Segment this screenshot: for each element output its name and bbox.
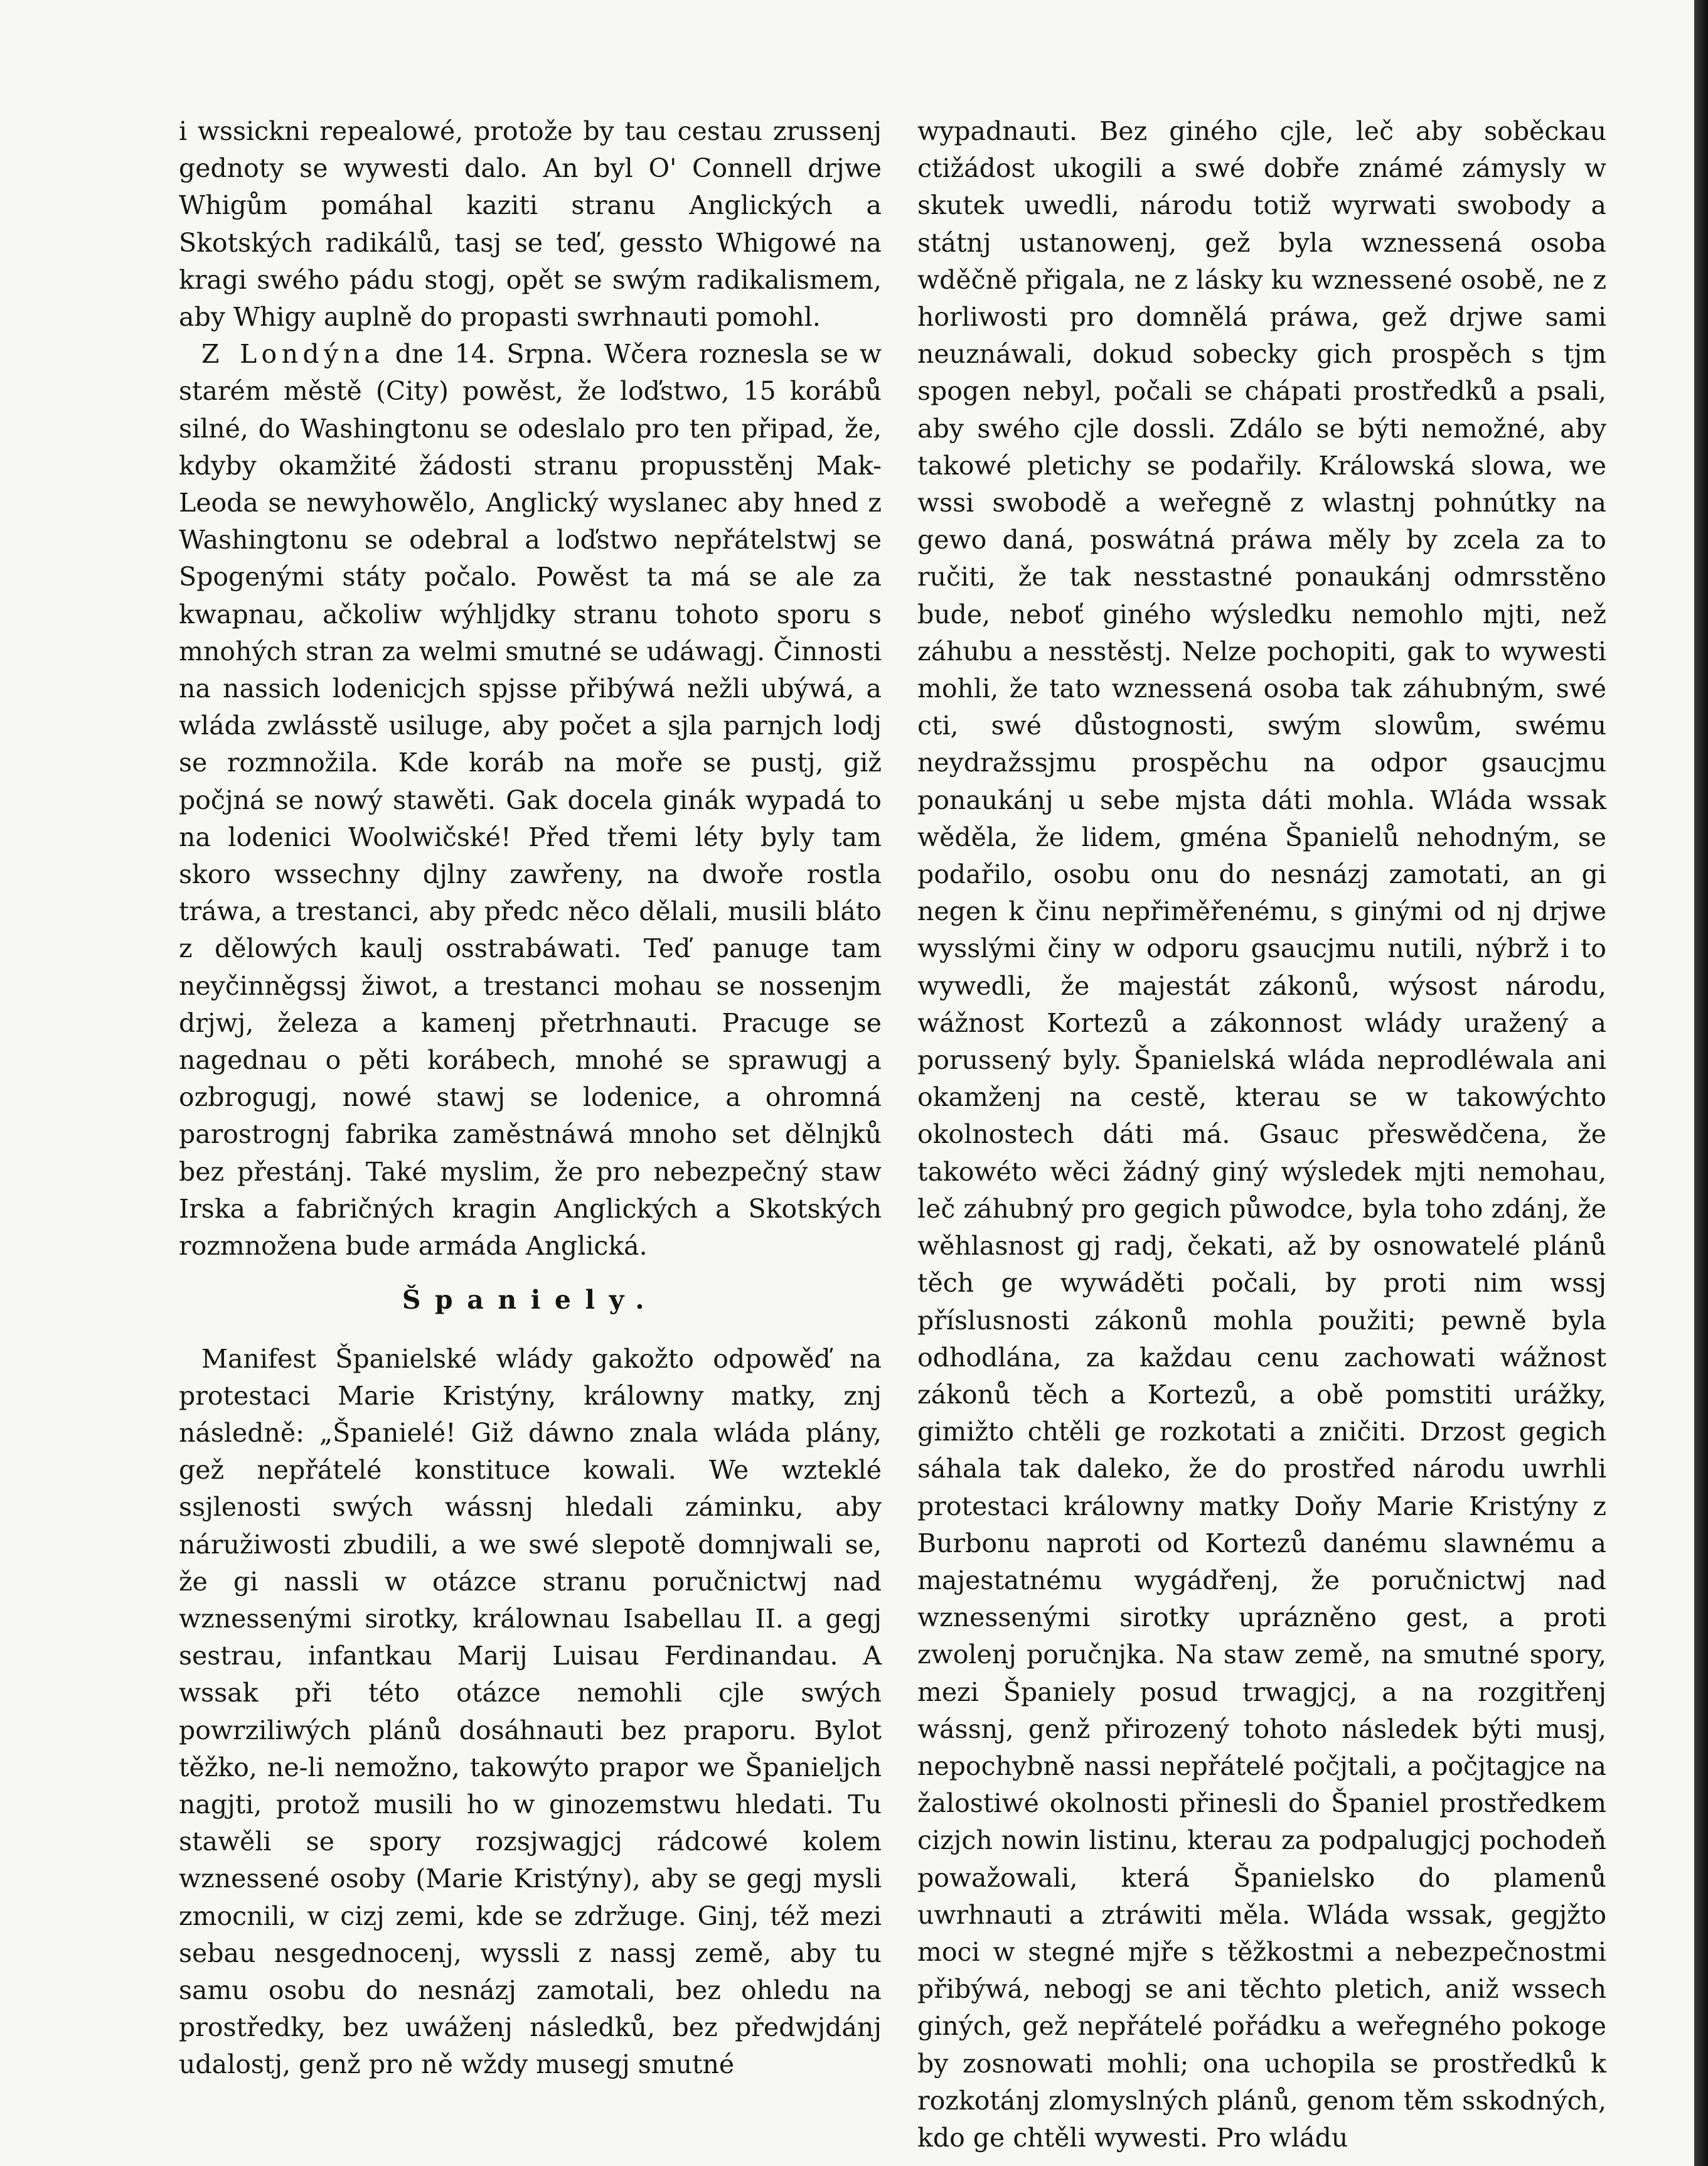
- left-paragraph-3: Manifest Španielské wlády gakožto odpowěď na protestaci Marie Kristýny, králowny matky, znj následně: „Španielé! Giž dáwno znala wláda plány, gež nepřátelé konstituce kowali. We wzteklé ssjlenosti swých wássnj hledali záminku, aby náružiwosti zbudili, a we swé slepotě domnjwali se, že gi nassli w otázce stranu poručnictwj nad wznessenými sirotky, králownau Isabellau II. a gegj sestrau, infantkau Marij Luisau Ferdinandau. A wssak při této otázce nemohli cjle swých powrziliwých plánů dosáhnauti bez praporu. Bylot těžko, ne-li nemožno, takowýto prapor we Španieljch nagjti, protož musili ho w ginozemstwu hledati. Tu stawěli se spory rozsjwagjcj rádcowé kolem wznessené osoby (Marie Kristýny), aby se gegj mysli zmocnili, w cizj zemi, kde se zdržuge. Ginj, též mezi sebau nesgednocenj, wyssli z nassj země, aby tu samu osobu do nesnázj zamotali, bez ohledu na prostředky, bez uwáženj následků, bez předwjdánj udalostj, genž pro ně wždy musegj smutné: [179, 1343, 882, 2080]
- left-column: [179, 113, 882, 2084]
- section-heading: Španiely.: [402, 1285, 659, 1316]
- dateline-body: dne 14. Srpna. Wčera roznesla se w starém městě (City) powěst, že loďstwo, 15 korábů silné, do Washingtonu se odeslalo pro ten připad, že, kdyby okamžité žádosti stranu propusstěnj Mak-Leoda se newyhowělo, Anglický wyslanec aby hned z Washingtonu se odebral a loďstwo nepřátelstwj se Spogenými státy počalo. Powěst ta má se ale za kwapnau, ačkoliw wýhljdky stranu tohoto sporu s mnohých stran za welmi smutné se udáwagj. Činnosti na nassich lodenicjch spjsse přibýwá nežli ubýwá, a wláda zwlásstě usiluge, aby počet a sjla parnjch lodj se rozmnožila. Kde koráb na moře se pustj, giž počjná se nowý stawěti. Gak docela ginák wypadá to na lodenici Woolwičské! Před třemi léty byly tam skoro wssechny djlny zawřeny, na dwoře rostla tráwa, a trestanci, aby předc něco dělali, musili bláto z dělowých kaulj osstrabáwati. Teď panuge tam neyčinněgssj žiwot, a trestanci mohau se nossenjm drjwj, železa a kamenj přetrhnauti. Pracuge se nagednau o pěti korábech, mnohé se sprawugj a ozbrogugj, nowé stawj se lodenice, a ohromná parostrognj fabrika zaměstnáwá mnoho set dělnjků bez přestánj. Také myslim, že pro nebezpečný staw Irska a fabričných kragin Anglických a Skotských rozmnožena bude armáda Anglická.: [179, 339, 882, 1262]
- left-paragraph-2: [179, 336, 882, 1265]
- right-paragraph-1: wypadnauti. Bez giného cjle, leč aby soběckau ctižádost ukogili a swé dobře známé zámysly w skutek uwedli, národu totiž wyrwati swobody a státnj ustanowenj, gež byla wznessená osoba wděčně přigala, ne z lásky ku wznessené osobě, ne z horliwosti pro domnělá práwa, gež drjwe sami neuznáwali, dokud sobecky gich prospěch s tjm spogen nebyl, počali se chápati prostředků a psali, aby swého cjle dossli. Zdálo se býti nemožné, aby takowé pletichy se podařily. Králowská slowa, we wssi swobodě a weřegně z wlastnj pohnútky na gewo daná, poswátná práwa měly by zcela za to ručiti, že tak nesstastné ponaukánj odmrsstěno bude, neboť giného wýsledku nemohlo mjti, než záhubu a nesstěstj. Nelze pochopiti, gak to wywesti mohli, že tato wznessená osoba tak záhubným, swé cti, swé důstognosti, swým slowům, swému neydražssjmu prospěchu na odpor gsaucjmu ponaukánj u sebe mjsta dáti mohla. Wláda wssak wěděla, že lidem, gména Španielů nehodným, se podařilo, osobu onu do nesnázj zamotati, an gi negen k činu nepřiměřenému, s ginými od nj drjwe wysslými činy w odporu gsaucjmu nutili, nýbrž i to wywedli, že majestát zákonů, wýsost národu, wážnost Kortezů a zákonnost wlády uražený a porussený byly. Španielská wláda neprodléwala ani okamženj na cestě, kterau se w takowýchto okolnostech dáti má. Gsauc přeswědčena, že takowéto wěci žádný giný wýsledek mjti nemohau, leč záhubný pro gegich půwodce, byla toho zdánj, že wěhlasnost gj radj, čekati, až by osnowatelé plánů těch ge wywáděti počali, by proti nim wssj příslusnosti zákonů mohla použiti; pewně byla odhodlána, za každau cenu zachowati wážnost zákonů těch a Kortezů, a obě pomstiti urážky, gimižto chtěli ge rozkotati a zničiti. Drzost gegich sáhala tak daleko, že do prostřed národu uwrhli protestaci králowny matky Doňy Marie Kristýny z Burbonu naproti od Kortezů danému slawnému a majestatnému wygádřenj, že poručnictwj nad wznessenými sirotky uprázněno gest, a proti zwolenj poručnjka. Na staw země, na smutné spory, mezi Španiely posud trwagjcj, a na rozgitřenj wássnj, genž přirozený tohoto následek býti musj, nepochybně nassi nepřátelé počjtali, a počjtagjce na žalostiwé okolnosti přinesli do Španiel prostředkem cizjch nowin listinu, kterau za podpalugjcj pochodeň powažowali, která Španielsko do plamenů uwrhnauti a ztráwiti měla. Wláda wssak, gegjžto moci w stegné mjře s těžkostmi a nebezpečnostmi přibýwá, nebogj se ani těchto pletich, aniž wssech giných, gež nepřátelé pořádku a weřegného pokoge by zosnowati mohli; ona uchopila se prostředků k rozkotánj zlomyslných plánů, genom těm sskodných, kdo ge chtěli wywesti. Pro wládu: [917, 116, 1606, 2153]
- dateline-place: Z Londýna: [201, 339, 385, 370]
- left-paragraph-1: i wssickni repealowé, protože by tau cestau zrussenj gednoty se wywesti dalo. An byl O' Connell drjwe Whigům pomáhal kaziti stranu Anglických a Skotských radikálů, tasj se teď, gessto Whigowé na kragi swého pádu stogj, opět se swým radikalismem, aby Whigy auplně do propasti swrhnauti pomohl.: [179, 116, 882, 333]
- page-edge-shadow: [1694, 0, 1708, 2166]
- right-column: [917, 113, 1606, 2157]
